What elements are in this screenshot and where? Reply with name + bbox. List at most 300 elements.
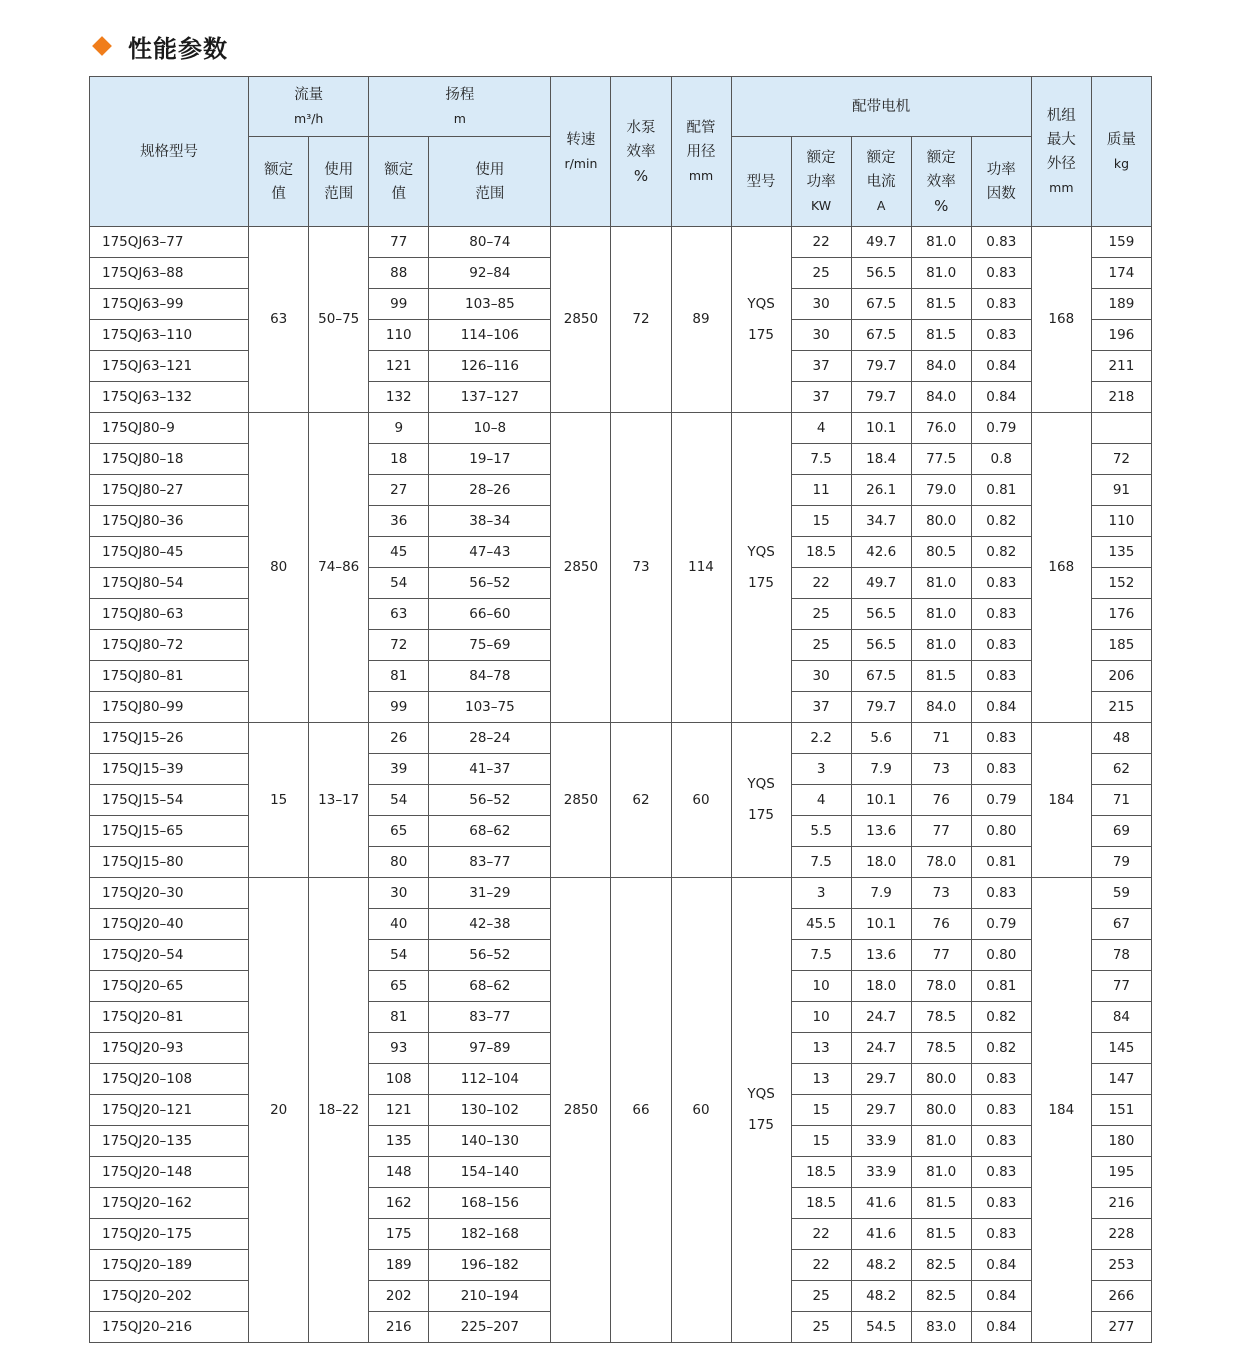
cell-pump-eff: 73	[611, 413, 671, 723]
cell-model: 175QJ80–54	[90, 568, 249, 599]
cell-head-range: 38–34	[429, 506, 551, 537]
cell-model: 175QJ20–54	[90, 940, 249, 971]
section-title: 性能参数	[128, 34, 228, 63]
header-flow-rated: 额定值	[249, 137, 309, 227]
cell-motor-eff: 81.5	[911, 1188, 971, 1219]
cell-motor-power: 13	[791, 1033, 851, 1064]
cell-motor-eff: 78.5	[911, 1033, 971, 1064]
cell-mass: 77	[1091, 971, 1151, 1002]
cell-motor-pf: 0.83	[971, 878, 1031, 909]
cell-head-range: 130–102	[429, 1095, 551, 1126]
cell-mass: 159	[1091, 227, 1151, 258]
header-head-rated: 额定值	[369, 137, 429, 227]
cell-model: 175QJ63–132	[90, 382, 249, 413]
cell-motor-eff: 80.0	[911, 506, 971, 537]
cell-motor-eff: 84.0	[911, 382, 971, 413]
cell-motor-eff: 76	[911, 909, 971, 940]
cell-flow-rated: 80	[249, 413, 309, 723]
cell-mass: 189	[1091, 289, 1151, 320]
cell-flow-range: 13–17	[309, 723, 369, 878]
header-head-range: 使用范围	[429, 137, 551, 227]
cell-motor-type	[731, 878, 791, 1343]
cell-motor-eff: 81.5	[911, 661, 971, 692]
cell-motor-current: 42.6	[851, 537, 911, 568]
cell-pump-eff: 72	[611, 227, 671, 413]
cell-motor-power: 37	[791, 692, 851, 723]
cell-motor-eff: 82.5	[911, 1281, 971, 1312]
header-pipe: 配管用径 mm	[671, 77, 731, 227]
cell-motor-current: 49.7	[851, 227, 911, 258]
cell-head-range: 84–78	[429, 661, 551, 692]
cell-motor-power: 7.5	[791, 444, 851, 475]
cell-motor-eff: 81.0	[911, 630, 971, 661]
cell-motor-current: 10.1	[851, 413, 911, 444]
cell-mass: 174	[1091, 258, 1151, 289]
cell-mass: 206	[1091, 661, 1151, 692]
cell-motor-pf: 0.8	[971, 444, 1031, 475]
cell-head-rated: 63	[369, 599, 429, 630]
cell-motor-current: 56.5	[851, 599, 911, 630]
cell-motor-current: 34.7	[851, 506, 911, 537]
cell-pipe: 60	[671, 723, 731, 878]
cell-head-range: 28–26	[429, 475, 551, 506]
motor-type-line1: YQS	[747, 543, 775, 560]
cell-model: 175QJ80–99	[90, 692, 249, 723]
cell-flow-range: 18–22	[309, 878, 369, 1343]
cell-head-range: 68–62	[429, 816, 551, 847]
cell-motor-eff: 78.0	[911, 971, 971, 1002]
cell-motor-pf: 0.82	[971, 506, 1031, 537]
cell-model: 175QJ80–18	[90, 444, 249, 475]
cell-head-range: 140–130	[429, 1126, 551, 1157]
header-motor-eff: 额定效率 %	[911, 137, 971, 227]
cell-motor-eff: 82.5	[911, 1250, 971, 1281]
cell-model: 175QJ15–26	[90, 723, 249, 754]
cell-motor-pf: 0.83	[971, 754, 1031, 785]
cell-motor-power: 22	[791, 1219, 851, 1250]
cell-motor-current: 7.9	[851, 878, 911, 909]
cell-motor-power: 25	[791, 630, 851, 661]
cell-model: 175QJ80–27	[90, 475, 249, 506]
cell-mass: 78	[1091, 940, 1151, 971]
cell-head-rated: 162	[369, 1188, 429, 1219]
cell-motor-power: 30	[791, 289, 851, 320]
cell-motor-eff: 80.5	[911, 537, 971, 568]
cell-model: 175QJ20–30	[90, 878, 249, 909]
cell-head-range: 92–84	[429, 258, 551, 289]
cell-motor-power: 18.5	[791, 1188, 851, 1219]
cell-head-range: 137–127	[429, 382, 551, 413]
cell-head-rated: 93	[369, 1033, 429, 1064]
cell-mass: 253	[1091, 1250, 1151, 1281]
cell-head-rated: 72	[369, 630, 429, 661]
header-flow-range: 使用范围	[309, 137, 369, 227]
cell-motor-power: 15	[791, 1126, 851, 1157]
cell-motor-current: 24.7	[851, 1002, 911, 1033]
table-row	[90, 413, 1152, 444]
cell-mass: 211	[1091, 351, 1151, 382]
cell-head-range: 114–106	[429, 320, 551, 351]
cell-mass: 145	[1091, 1033, 1151, 1064]
cell-mass: 180	[1091, 1126, 1151, 1157]
cell-head-rated: 132	[369, 382, 429, 413]
cell-head-range: 31–29	[429, 878, 551, 909]
cell-head-rated: 148	[369, 1157, 429, 1188]
cell-mass: 67	[1091, 909, 1151, 940]
cell-head-range: 103–85	[429, 289, 551, 320]
cell-motor-eff: 81.0	[911, 258, 971, 289]
cell-motor-power: 15	[791, 1095, 851, 1126]
motor-type-line2: 175	[748, 574, 774, 591]
cell-head-range: 126–116	[429, 351, 551, 382]
cell-model: 175QJ80–63	[90, 599, 249, 630]
motor-type-line2: 175	[748, 807, 774, 823]
cell-head-range: 56–52	[429, 940, 551, 971]
cell-head-rated: 40	[369, 909, 429, 940]
cell-motor-current: 10.1	[851, 909, 911, 940]
cell-mass: 91	[1091, 475, 1151, 506]
cell-head-rated: 54	[369, 785, 429, 816]
motor-type-line1: YQS	[747, 295, 775, 312]
cell-motor-pf: 0.81	[971, 847, 1031, 878]
cell-model: 175QJ20–65	[90, 971, 249, 1002]
cell-motor-eff: 81.0	[911, 1157, 971, 1188]
cell-mass: 62	[1091, 754, 1151, 785]
cell-motor-power: 5.5	[791, 816, 851, 847]
cell-motor-power: 25	[791, 258, 851, 289]
cell-model: 175QJ80–9	[90, 413, 249, 444]
cell-head-rated: 9	[369, 413, 429, 444]
header-motor-current: 额定电流 A	[851, 137, 911, 227]
cell-motor-power: 11	[791, 475, 851, 506]
header-flow: 流量 m³/h	[249, 77, 369, 137]
cell-motor-pf: 0.79	[971, 909, 1031, 940]
cell-model: 175QJ63–88	[90, 258, 249, 289]
cell-motor-current: 41.6	[851, 1188, 911, 1219]
cell-motor-pf: 0.83	[971, 1126, 1031, 1157]
cell-speed: 2850	[551, 413, 611, 723]
cell-motor-pf: 0.83	[971, 661, 1031, 692]
cell-motor-eff: 77	[911, 940, 971, 971]
cell-head-rated: 81	[369, 1002, 429, 1033]
cell-motor-eff: 76.0	[911, 413, 971, 444]
cell-motor-power: 25	[791, 599, 851, 630]
cell-motor-power: 22	[791, 568, 851, 599]
cell-motor-power: 37	[791, 351, 851, 382]
cell-motor-current: 10.1	[851, 785, 911, 816]
cell-model: 175QJ15–80	[90, 847, 249, 878]
cell-mass: 196	[1091, 320, 1151, 351]
cell-motor-eff: 84.0	[911, 351, 971, 382]
motor-type-line1: YQS	[747, 776, 775, 792]
cell-mass: 135	[1091, 537, 1151, 568]
cell-motor-pf: 0.80	[971, 940, 1031, 971]
cell-motor-pf: 0.84	[971, 382, 1031, 413]
cell-motor-eff: 80.0	[911, 1064, 971, 1095]
table-row	[90, 227, 1152, 258]
cell-head-range: 97–89	[429, 1033, 551, 1064]
cell-mass: 151	[1091, 1095, 1151, 1126]
cell-mass: 216	[1091, 1188, 1151, 1219]
cell-motor-eff: 84.0	[911, 692, 971, 723]
header-model: 规格型号	[90, 77, 249, 227]
cell-mass: 71	[1091, 785, 1151, 816]
motor-type-line1: YQS	[747, 1086, 775, 1102]
cell-head-range: 154–140	[429, 1157, 551, 1188]
cell-motor-current: 54.5	[851, 1312, 911, 1343]
cell-motor-eff: 76	[911, 785, 971, 816]
header-motor: 配带电机	[731, 77, 1031, 137]
cell-motor-power: 15	[791, 506, 851, 537]
header-pump-eff: 水泵效率 %	[611, 77, 671, 227]
cell-motor-current: 13.6	[851, 816, 911, 847]
cell-head-range: 68–62	[429, 971, 551, 1002]
header-motor-type: 型号	[731, 137, 791, 227]
cell-motor-pf: 0.80	[971, 816, 1031, 847]
cell-model: 175QJ80–81	[90, 661, 249, 692]
cell-head-rated: 54	[369, 568, 429, 599]
cell-mass: 79	[1091, 847, 1151, 878]
cell-head-range: 47–43	[429, 537, 551, 568]
cell-mass: 176	[1091, 599, 1151, 630]
cell-model: 175QJ20–135	[90, 1126, 249, 1157]
cell-motor-eff: 83.0	[911, 1312, 971, 1343]
cell-motor-current: 67.5	[851, 661, 911, 692]
cell-head-rated: 26	[369, 723, 429, 754]
cell-motor-eff: 81.0	[911, 1126, 971, 1157]
cell-head-rated: 65	[369, 971, 429, 1002]
cell-model: 175QJ63–110	[90, 320, 249, 351]
cell-motor-eff: 80.0	[911, 1095, 971, 1126]
cell-motor-pf: 0.84	[971, 1312, 1031, 1343]
cell-motor-current: 13.6	[851, 940, 911, 971]
table-row	[90, 723, 1152, 754]
cell-motor-power: 10	[791, 971, 851, 1002]
cell-motor-pf: 0.82	[971, 1002, 1031, 1033]
motor-type-line2: 175	[748, 326, 774, 343]
cell-model: 175QJ20–175	[90, 1219, 249, 1250]
cell-head-range: 80–74	[429, 227, 551, 258]
cell-motor-eff: 81.5	[911, 320, 971, 351]
cell-head-range: 28–24	[429, 723, 551, 754]
cell-motor-current: 79.7	[851, 351, 911, 382]
cell-motor-pf: 0.83	[971, 630, 1031, 661]
cell-motor-current: 18.0	[851, 847, 911, 878]
cell-mass: 69	[1091, 816, 1151, 847]
diamond-bullet-icon	[92, 36, 112, 56]
cell-motor-current: 26.1	[851, 475, 911, 506]
cell-head-range: 41–37	[429, 754, 551, 785]
cell-motor-pf: 0.83	[971, 1157, 1031, 1188]
cell-head-rated: 27	[369, 475, 429, 506]
cell-motor-current: 24.7	[851, 1033, 911, 1064]
cell-motor-type	[731, 413, 791, 723]
cell-od: 184	[1031, 878, 1091, 1343]
cell-mass: 266	[1091, 1281, 1151, 1312]
cell-mass: 215	[1091, 692, 1151, 723]
cell-model: 175QJ63–121	[90, 351, 249, 382]
cell-motor-eff: 73	[911, 878, 971, 909]
cell-motor-eff: 78.5	[911, 1002, 971, 1033]
cell-motor-pf: 0.84	[971, 351, 1031, 382]
cell-head-range: 19–17	[429, 444, 551, 475]
cell-head-rated: 45	[369, 537, 429, 568]
cell-mass: 152	[1091, 568, 1151, 599]
cell-motor-eff: 77	[911, 816, 971, 847]
cell-mass: 228	[1091, 1219, 1151, 1250]
cell-model: 175QJ20–202	[90, 1281, 249, 1312]
cell-mass: 195	[1091, 1157, 1151, 1188]
cell-motor-current: 79.7	[851, 382, 911, 413]
cell-mass: 110	[1091, 506, 1151, 537]
cell-head-rated: 36	[369, 506, 429, 537]
cell-motor-pf: 0.81	[971, 475, 1031, 506]
cell-motor-pf: 0.79	[971, 413, 1031, 444]
cell-motor-type	[731, 723, 791, 878]
cell-motor-power: 2.2	[791, 723, 851, 754]
cell-model: 175QJ63–77	[90, 227, 249, 258]
cell-model: 175QJ15–39	[90, 754, 249, 785]
cell-motor-current: 48.2	[851, 1250, 911, 1281]
cell-head-rated: 189	[369, 1250, 429, 1281]
cell-speed: 2850	[551, 878, 611, 1343]
cell-speed: 2850	[551, 723, 611, 878]
performance-table	[89, 76, 1152, 1343]
cell-head-range: 182–168	[429, 1219, 551, 1250]
cell-mass: 185	[1091, 630, 1151, 661]
cell-model: 175QJ80–72	[90, 630, 249, 661]
section-header	[92, 28, 228, 64]
cell-model: 175QJ80–36	[90, 506, 249, 537]
cell-motor-eff: 71	[911, 723, 971, 754]
cell-head-range: 56–52	[429, 568, 551, 599]
cell-motor-type	[731, 227, 791, 413]
cell-head-rated: 80	[369, 847, 429, 878]
cell-head-range: 42–38	[429, 909, 551, 940]
cell-head-range: 56–52	[429, 785, 551, 816]
cell-motor-power: 3	[791, 878, 851, 909]
cell-pipe: 114	[671, 413, 731, 723]
cell-model: 175QJ20–81	[90, 1002, 249, 1033]
cell-motor-eff: 78.0	[911, 847, 971, 878]
cell-motor-pf: 0.81	[971, 971, 1031, 1002]
cell-motor-power: 45.5	[791, 909, 851, 940]
cell-pipe: 60	[671, 878, 731, 1343]
cell-head-rated: 175	[369, 1219, 429, 1250]
cell-head-range: 112–104	[429, 1064, 551, 1095]
cell-mass: 59	[1091, 878, 1151, 909]
cell-flow-range: 74–86	[309, 413, 369, 723]
cell-head-rated: 121	[369, 1095, 429, 1126]
cell-od: 184	[1031, 723, 1091, 878]
cell-mass	[1091, 413, 1151, 444]
cell-pump-eff: 62	[611, 723, 671, 878]
cell-motor-pf: 0.84	[971, 692, 1031, 723]
cell-motor-power: 4	[791, 785, 851, 816]
cell-motor-pf: 0.83	[971, 1188, 1031, 1219]
cell-motor-eff: 81.0	[911, 227, 971, 258]
cell-motor-current: 79.7	[851, 692, 911, 723]
cell-head-range: 225–207	[429, 1312, 551, 1343]
cell-motor-eff: 81.5	[911, 1219, 971, 1250]
cell-motor-pf: 0.83	[971, 723, 1031, 754]
cell-head-rated: 39	[369, 754, 429, 785]
cell-motor-current: 56.5	[851, 630, 911, 661]
cell-head-rated: 18	[369, 444, 429, 475]
cell-model: 175QJ15–65	[90, 816, 249, 847]
cell-head-rated: 99	[369, 289, 429, 320]
cell-motor-current: 33.9	[851, 1157, 911, 1188]
header-head: 扬程 m	[369, 77, 551, 137]
cell-motor-current: 18.4	[851, 444, 911, 475]
cell-motor-pf: 0.82	[971, 1033, 1031, 1064]
cell-head-range: 66–60	[429, 599, 551, 630]
cell-head-rated: 99	[369, 692, 429, 723]
header-mass: 质量 kg	[1091, 77, 1151, 227]
cell-motor-power: 30	[791, 661, 851, 692]
cell-motor-pf: 0.83	[971, 320, 1031, 351]
cell-motor-pf: 0.84	[971, 1281, 1031, 1312]
cell-motor-current: 5.6	[851, 723, 911, 754]
cell-motor-eff: 81.0	[911, 599, 971, 630]
cell-head-rated: 65	[369, 816, 429, 847]
cell-head-range: 168–156	[429, 1188, 551, 1219]
cell-od: 168	[1031, 413, 1091, 723]
cell-motor-pf: 0.82	[971, 537, 1031, 568]
cell-head-rated: 202	[369, 1281, 429, 1312]
cell-motor-current: 29.7	[851, 1064, 911, 1095]
motor-type-line2: 175	[748, 1117, 774, 1133]
cell-head-rated: 77	[369, 227, 429, 258]
cell-head-rated: 54	[369, 940, 429, 971]
header-motor-pf: 功率因数	[971, 137, 1031, 227]
cell-model: 175QJ20–121	[90, 1095, 249, 1126]
cell-motor-eff: 73	[911, 754, 971, 785]
cell-mass: 84	[1091, 1002, 1151, 1033]
cell-model: 175QJ15–54	[90, 785, 249, 816]
cell-motor-current: 18.0	[851, 971, 911, 1002]
cell-motor-current: 41.6	[851, 1219, 911, 1250]
cell-motor-current: 67.5	[851, 320, 911, 351]
cell-head-rated: 110	[369, 320, 429, 351]
header-motor-power: 额定功率 KW	[791, 137, 851, 227]
cell-model: 175QJ20–148	[90, 1157, 249, 1188]
cell-motor-current: 7.9	[851, 754, 911, 785]
cell-od: 168	[1031, 227, 1091, 413]
cell-head-rated: 30	[369, 878, 429, 909]
cell-head-rated: 81	[369, 661, 429, 692]
header-od: 机组最大外径 mm	[1031, 77, 1091, 227]
cell-model: 175QJ20–216	[90, 1312, 249, 1343]
cell-motor-pf: 0.84	[971, 1250, 1031, 1281]
cell-mass: 48	[1091, 723, 1151, 754]
cell-motor-current: 48.2	[851, 1281, 911, 1312]
cell-motor-pf: 0.83	[971, 568, 1031, 599]
cell-head-rated: 216	[369, 1312, 429, 1343]
cell-model: 175QJ63–99	[90, 289, 249, 320]
cell-motor-eff: 81.0	[911, 568, 971, 599]
cell-head-range: 83–77	[429, 847, 551, 878]
cell-motor-pf: 0.83	[971, 599, 1031, 630]
cell-model: 175QJ20–162	[90, 1188, 249, 1219]
cell-model: 175QJ20–93	[90, 1033, 249, 1064]
cell-pipe: 89	[671, 227, 731, 413]
cell-motor-eff: 79.0	[911, 475, 971, 506]
header-speed: 转速 r/min	[551, 77, 611, 227]
cell-mass: 72	[1091, 444, 1151, 475]
cell-model: 175QJ20–40	[90, 909, 249, 940]
cell-motor-current: 29.7	[851, 1095, 911, 1126]
